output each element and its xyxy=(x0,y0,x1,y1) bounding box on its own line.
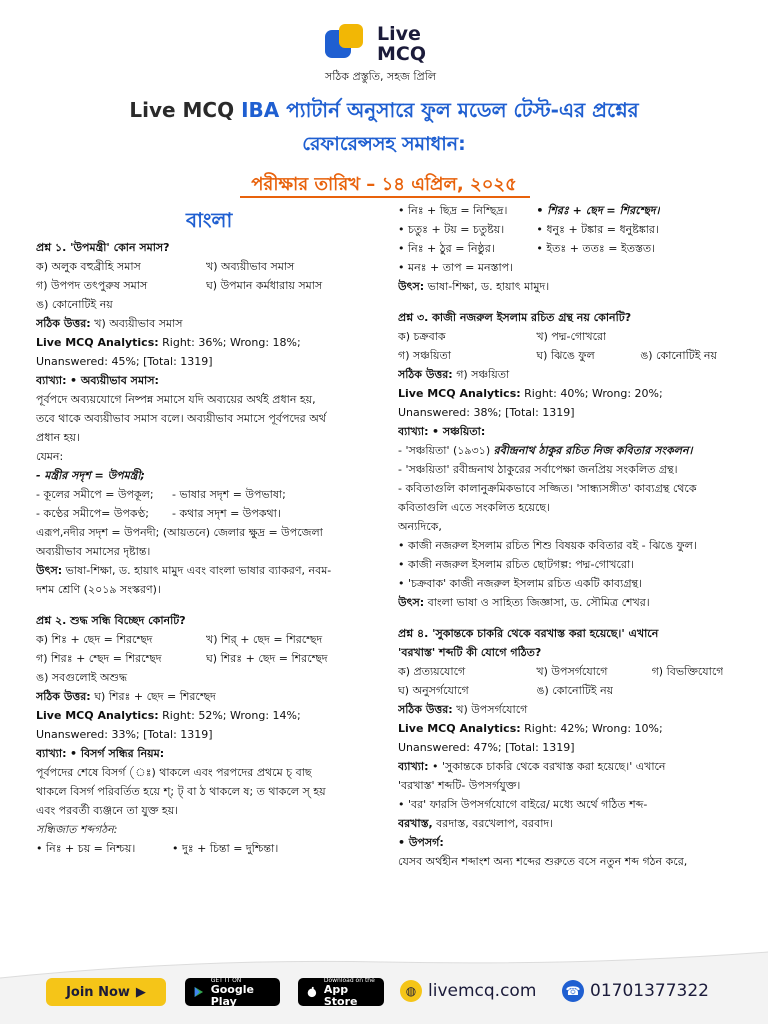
q2-option-d: ঘ) শিরঃ + ছেদ = শিরশ্ছেদ xyxy=(206,652,328,665)
q3-exp-line: কবিতাগুলি এতে সংকলিত হয়েছে। xyxy=(398,501,551,514)
logo-tagline: সঠিক প্রস্তুতি, সহজ প্রিলি xyxy=(325,70,437,83)
google-play-label: Google Play xyxy=(210,982,254,1008)
q3-option-d: ঘ) ঝিঙে ফুল xyxy=(536,349,595,362)
q4-exp-line: যেসব অর্থহীন শব্দাংশ অন্য শব্দের শুরুতে বসে নতুন শব্দ গঠন করে, xyxy=(398,855,688,868)
q1-exp-line: অব্যয়ীভাব সমাসের দৃষ্টান্ত। xyxy=(36,545,151,558)
q2-exp-row: • নিঃ + চয় = নিশ্চয়। • দুঃ + চিন্তা = দুশ্চিন্তা। xyxy=(36,842,279,855)
q3-options-row1 xyxy=(398,327,744,346)
q1-options-row1 xyxy=(36,257,376,276)
app-store-label: App Store xyxy=(323,982,358,1008)
q1-exp-row: - কূলের সমীপে = উপকূল; - ভাষার সদৃশ = উপভাষা; xyxy=(36,488,286,501)
app-store-small: Download on the xyxy=(323,976,375,984)
q1-options-row2 xyxy=(36,276,376,295)
q4-analytics: Live MCQ Analytics: Right: 42%; Wrong: 10%; xyxy=(398,722,663,735)
q2-exp-line: থাকলে বিসর্গ পরিবর্তিত হয়ে শ্; ট্ বা ঠ থাকলে ষ; ত থাকলে স্ হয় xyxy=(36,785,326,798)
q3-option-b: খ) পদ্ম-গোখরো xyxy=(536,330,607,343)
q3-exp-line: - 'সঞ্চয়িতা' (১৯৩১) রবীন্দ্রনাথ ঠাকুর রচিত নিজ কবিতার সংকলন। xyxy=(398,444,693,457)
play-arrow-icon: ▶ xyxy=(135,984,146,1000)
app-store-badge[interactable] xyxy=(298,978,384,1006)
q4-explanation-head: ব্যাখ্যা: • 'সুকান্তকে চাকরি থেকে বরখাস্ত করা হয়েছে।' এখানে xyxy=(398,760,666,773)
title-prefix: Live MCQ xyxy=(129,98,235,122)
title-rest: প্যাটার্ন অনুসারে ফুল মডেল টেস্ট-এর প্রশ্নের xyxy=(286,98,639,122)
q4-option-a: ক) প্রত্যয়যোগে xyxy=(398,665,466,678)
page-subtitle: রেফারেন্সসহ সমাধান: xyxy=(302,133,466,155)
q2-analytics-2: Unanswered: 33%; [Total: 1319] xyxy=(36,728,213,741)
phone-link[interactable] xyxy=(562,980,709,1002)
q3-option-e: ঙ) কোনোটিই নয় xyxy=(640,349,717,362)
q2-explanation-head: ব্যাখ্যা: • বিসর্গ সন্ধির নিয়ম: xyxy=(36,747,165,760)
q1-explanation-head: ব্যাখ্যা: • অব্যয়ীভাব সমাস: xyxy=(36,374,159,387)
q2-source: উৎস: ভাষা-শিক্ষা, ড. হায়াৎ মামুদ। xyxy=(398,280,550,293)
apple-icon xyxy=(306,985,318,999)
q3-exp-line: - কবিতাগুলি কালানুক্রমিকভাবে সজ্জিত। 'সান্ধ্যসঙ্গীত' কাব্যগ্রন্থ থেকে xyxy=(398,482,697,495)
q1-exp-line: এরূপ,নদীর সদৃশ = উপনদী; (আয়তনে) জেলার ক্ষুদ্র = উপজেলা xyxy=(36,526,323,539)
q1-exp-line: পূর্বপদে অব্যয়যোগে নিষ্পন্ন সমাসে যদি অব্যয়ের অর্থই প্রধান হয়, xyxy=(36,393,316,406)
q2-answer: সঠিক উত্তর: ঘ) শিরঃ + ছেদ = শিরশ্ছেদ xyxy=(36,690,216,703)
website-link[interactable] xyxy=(400,980,536,1002)
q4-option-d: ঘ) অনুসর্গযোগে xyxy=(398,684,469,697)
q4-options-row1 xyxy=(398,662,744,681)
date-underline xyxy=(240,196,530,198)
q1-source-2: দশম শ্রেণি (২০১৯ সংস্করণ)। xyxy=(36,583,161,596)
q2-sandhi-row: • নিঃ + ছিদ্র = নিশ্ছিদ্র। • শিরঃ + ছেদ = শিরশ্ছেদ। xyxy=(398,204,660,217)
google-play-badge[interactable] xyxy=(185,978,280,1006)
q4-question: প্রশ্ন ৪. 'সুকান্তকে চাকরি থেকে বরখাস্ত করা হয়েছে।' এখানে xyxy=(398,627,659,640)
q1-exp-row: - কণ্ঠের সমীপে= উপকণ্ঠ; - কথার সদৃশ = উপকথা। xyxy=(36,507,281,520)
q3-answer: সঠিক উত্তর: গ) সঞ্চয়িতা xyxy=(398,368,510,381)
q1-exp-line: প্রধান হয়। xyxy=(36,431,80,444)
q4-option-c: গ) বিভক্তিযোগে xyxy=(651,665,724,678)
q3-explanation-head: ব্যাখ্যা: • সঞ্চয়িতা: xyxy=(398,425,486,438)
q4-answer: সঠিক উত্তর: খ) উপসর্গযোগে xyxy=(398,703,528,716)
q2-question: প্রশ্ন ২. শুদ্ধ সন্ধি বিচ্ছেদ কোনটি? xyxy=(36,614,186,627)
q1-option-e: ঙ) কোনোটিই নয় xyxy=(36,298,113,311)
q2-exp-line: সন্ধিজাত শব্দগঠন: xyxy=(36,823,118,836)
google-play-small: GET IT ON xyxy=(210,976,242,984)
title-iba: IBA xyxy=(241,98,280,122)
q4-question-2: 'বরখাস্ত' শব্দটি কী যোগে গঠিত? xyxy=(398,646,542,659)
q4-analytics-2: Unanswered: 47%; [Total: 1319] xyxy=(398,741,575,754)
q2-option-b: খ) শির্ + ছেদ = শিরশ্ছেদ xyxy=(206,633,323,646)
q2-option-e: ঙ) সবগুলোই অশুদ্ধ xyxy=(36,671,128,684)
q3-exp-line: • 'চক্রবাক' কাজী নজরুল ইসলাম রচিত একটি কাব্যগ্রন্থ। xyxy=(398,577,643,590)
q3-exp-line: • কাজী নজরুল ইসলাম রচিত শিশু বিষয়ক কবিতার বই - ঝিঙে ফুল। xyxy=(398,539,697,552)
q4-option-e: ঙ) কোনোটিই নয় xyxy=(536,684,614,697)
phone-text: 01701377322 xyxy=(590,981,709,1001)
q1-analytics-2: Unanswered: 45%; [Total: 1319] xyxy=(36,355,213,368)
q3-option-c: গ) সঞ্চয়িতা xyxy=(398,349,451,362)
q2-exp-line: পূর্বপদের শেষে বিসর্গ (ঃ) থাকলে এবং পরপদের প্রথমে চ্ বাছ xyxy=(36,766,312,779)
q2-options-row1 xyxy=(36,630,376,649)
join-now-button[interactable] xyxy=(46,978,166,1006)
page-title xyxy=(0,96,768,129)
q3-analytics: Live MCQ Analytics: Right: 40%; Wrong: 20%; xyxy=(398,387,663,400)
q4-exp-line: • 'বর' ফারসি উপসর্গযোগে বাইরে/ মধ্যে অর্থে গঠিত শব্দ- xyxy=(398,798,648,811)
logo[interactable] xyxy=(325,24,445,84)
q2-option-c: গ) শিরঃ + শ্ছেদ = শিরশ্ছেদ xyxy=(36,652,162,665)
q4-exp-line: • উপসর্গ: xyxy=(398,836,444,849)
q4-options-row2 xyxy=(398,681,744,700)
footer xyxy=(0,972,768,1016)
q2-sandhi-row: • চতুঃ + টয় = চতুষ্টয়। • ধনুঃ + টঙ্কার = ধনুষ্টঙ্কার। xyxy=(398,223,659,236)
website-text: livemcq.com xyxy=(428,981,537,1001)
left-column xyxy=(36,238,376,858)
logo-mcq: MCQ xyxy=(377,43,427,65)
logo-live: Live xyxy=(377,23,421,45)
q2-options-row2 xyxy=(36,649,376,668)
q3-option-a: ক) চক্রবাক xyxy=(398,330,446,343)
join-now-label: Join Now xyxy=(66,984,130,1000)
q3-exp-line: - 'সঞ্চয়িতা' রবীন্দ্রনাথ ঠাকুরের সর্বাপেক্ষা জনপ্রিয় সংকলিত গ্রন্থ। xyxy=(398,463,678,476)
headset-icon: ☎ xyxy=(562,980,584,1002)
q1-exp-line: যেমন: xyxy=(36,450,64,463)
q1-option-a: ক) অলুক বহুব্রীহি সমাস xyxy=(36,260,141,273)
q3-exp-line: অন্যদিকে, xyxy=(398,520,442,533)
q1-option-c: গ) উপপদ তৎপুরুষ সমাস xyxy=(36,279,148,292)
q1-option-b: খ) অব্যয়ীভাব সমাস xyxy=(206,260,295,273)
logo-mark xyxy=(325,24,369,68)
q1-option-d: ঘ) উপমান কর্মধারায় সমাস xyxy=(206,279,323,292)
q1-exp-line: তবে থাকে অব্যয়ীভাব সমাস বলে। অব্যয়ীভাব সমাসে পূর্বপদের অর্থ xyxy=(36,412,326,425)
q4-option-b: খ) উপসর্গযোগে xyxy=(536,665,608,678)
right-column xyxy=(398,201,744,871)
q3-question: প্রশ্ন ৩. কাজী নজরুল ইসলাম রচিত গ্রন্থ নয় কোনটি? xyxy=(398,311,632,324)
q1-analytics: Live MCQ Analytics: Right: 36%; Wrong: 18%; xyxy=(36,336,301,349)
q2-analytics: Live MCQ Analytics: Right: 52%; Wrong: 14%; xyxy=(36,709,301,722)
q1-source: উৎস: ভাষা-শিক্ষা, ড. হায়াৎ মামুদ এবং বাংলা ভাষার ব্যাকরণ, নবম- xyxy=(36,564,332,577)
q2-sandhi-row: • নিঃ + ঠুর = নিষ্ঠুর। • ইতঃ + ততঃ = ইতস্তত। xyxy=(398,242,656,255)
q2-option-a: ক) শিঃ + ছেদ = শিরশ্ছেদ xyxy=(36,633,153,646)
q4-exp-line: বরখাস্ত, বরদাস্ত, বরখেলাপ, বরবাদ। xyxy=(398,817,554,830)
subject-heading: বাংলা xyxy=(186,208,233,232)
globe-icon: ◍ xyxy=(400,980,422,1002)
q1-exp-example: - মন্ত্রীর সদৃশ = উপমন্ত্রী; xyxy=(36,469,145,482)
q3-exp-line: • কাজী নজরুল ইসলাম রচিত ছোটগল্প: পদ্ম-গোখরো। xyxy=(398,558,635,571)
q3-source: উৎস: বাংলা ভাষা ও সাহিত্য জিজ্ঞাসা, ড. সৌমিত্র শেখর। xyxy=(398,596,650,609)
q3-analytics-2: Unanswered: 38%; [Total: 1319] xyxy=(398,406,575,419)
q2-sandhi-row: • মনঃ + তাপ = মনস্তাপ। xyxy=(398,261,514,274)
q1-answer: সঠিক উত্তর: খ) অব্যয়ীভাব সমাস xyxy=(36,317,183,330)
google-play-icon xyxy=(193,985,205,999)
exam-date: পরীক্ষার তারিখ – ১৪ এপ্রিল, ২০২৫ xyxy=(251,174,517,195)
q4-exp-line: 'বরখাস্ত' শব্দটি- উপসর্গযুক্ত। xyxy=(398,779,521,792)
q1-question: প্রশ্ন ১. 'উপমন্ত্রী' কোন সমাস? xyxy=(36,241,170,254)
q2-exp-line: এবং পরবর্তী ব্যঞ্জনে তা যুক্ত হয়। xyxy=(36,804,179,817)
q3-options-row2 xyxy=(398,346,744,365)
